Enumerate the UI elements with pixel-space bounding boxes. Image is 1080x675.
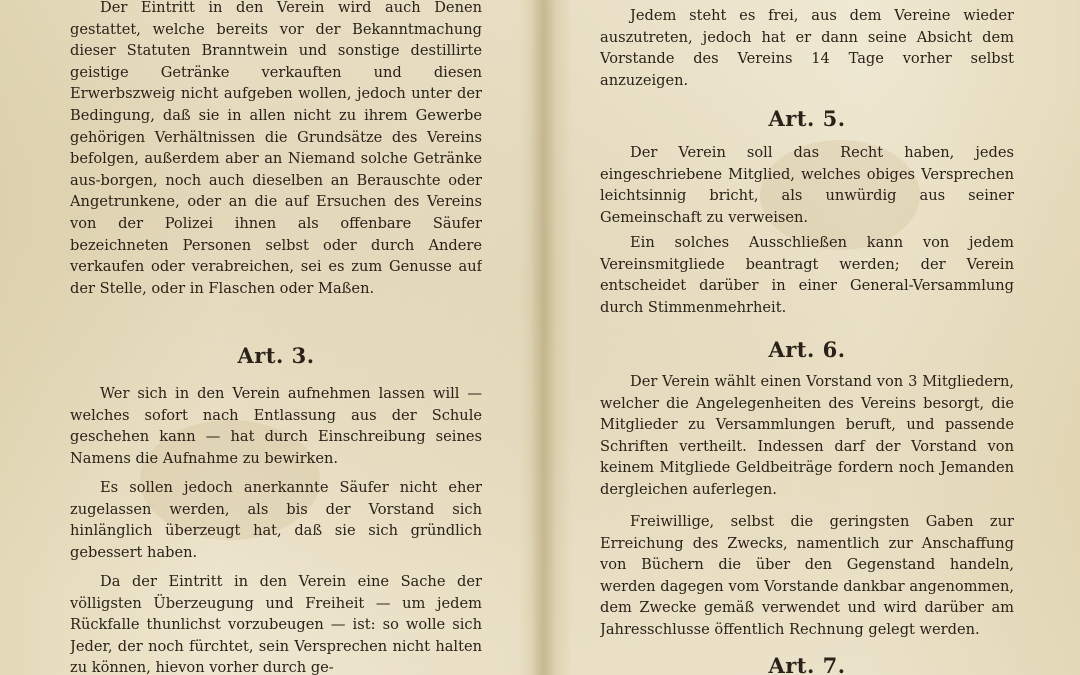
paragraph-leaving: Jedem steht es frei, aus dem Vereine wieder auszutreten, jedoch hat er dann seine Absicht dem Vorstande des Vereins 14 Tage vorher selbst anzuzeigen. [600,7,1014,89]
paragraph-drunkards: Es sollen jedoch anerkannte Säufer nicht eher zugelassen werden, als bis der Vorstand sich hinlänglich überzeugt hat, daß sie sich gründlich gebessert haben. [70,479,482,561]
heading-art-5: Art. 5. [768,106,846,131]
paragraph-donations: Freiwillige, selbst die geringsten Gaben zur Erreichung des Zwecks, namentlich zur Anschaffung von Büchern die über den Gegenstand handeln, werden dagegen vom Vorstande dankbar angenommen, dem Zwecke gemäß verwendet und wird darüber am Jahresschlusse öffentlich Rechnung gelegt werden. [600,513,1014,638]
heading-art-7: Art. 7. [768,653,846,675]
paragraph-membership-sellers: Der Eintritt in den Verein wird auch Denen gestattet, welche bereits vor der Bekanntmachung dieser Statuten Branntwein und sonstige destillirte geistige Getränke verkauften und diesen Erwerbszweig nicht aufgeben wollen, jedoch unter der Bedingung, daß sie in allen nicht zu ihrem Gewerbe gehörigen Verhältnissen die Grundsätze des Vereins befolgen, außerdem aber an Niemand solche Getränke aus-borgen, noch auch dieselben an Berauschte oder Angetrunkene, oder an die auf Ersuchen des Vereins von der Polizei ihnen als offenbare Säufer bezeichneten Personen selbst oder durch Andere verkaufen oder verabreichen, sei es zum Genusse auf der Stelle, oder in Flaschen oder Maßen. [70,0,482,297]
paragraph-admission: Wer sich in den Verein aufnehmen lassen will — welches sofort nach Entlassung aus der Schule geschehen kann — hat durch Einschreibung seines Namens die Aufnahme zu bewirken. [70,385,482,467]
page-gutter [530,0,556,675]
paragraph-conviction: Da der Eintritt in den Verein eine Sache der völligsten Überzeugung und Freiheit — um jedem Rückfalle thunlichst vorzubeugen — ist: so wolle sich Jeder, der noch fürchtet, sein Versprechen nicht halten zu können, hievon vorher durch ge- [70,573,482,675]
heading-art-3: Art. 3. [237,343,315,368]
paragraph-expulsion: Der Verein soll das Recht haben, jedes eingeschriebene Mitglied, welches obiges Versprechen leichtsinnig bricht, als unwürdig aus seiner Gemeinschaft zu verweisen. [600,144,1014,226]
paragraph-board: Der Verein wählt einen Vorstand von 3 Mitgliedern, welcher die Angelegenheiten des Vereins besorgt, die Mitglieder zu Versammlungen beruft, und passende Schriften vertheilt. Indessen darf der Vorstand von keinem Mitgliede Geldbeiträge fordern noch Jemanden dergleichen auferlegen. [600,373,1014,498]
right-page [600,0,1014,675]
heading-art-6: Art. 6. [768,337,846,362]
left-page [70,0,482,675]
paragraph-exclusion-vote: Ein solches Ausschließen kann von jedem Vereinsmitgliede beantragt werden; der Verein entscheidet darüber in einer General-Versammlung durch Stimmenmehrheit. [600,234,1014,316]
